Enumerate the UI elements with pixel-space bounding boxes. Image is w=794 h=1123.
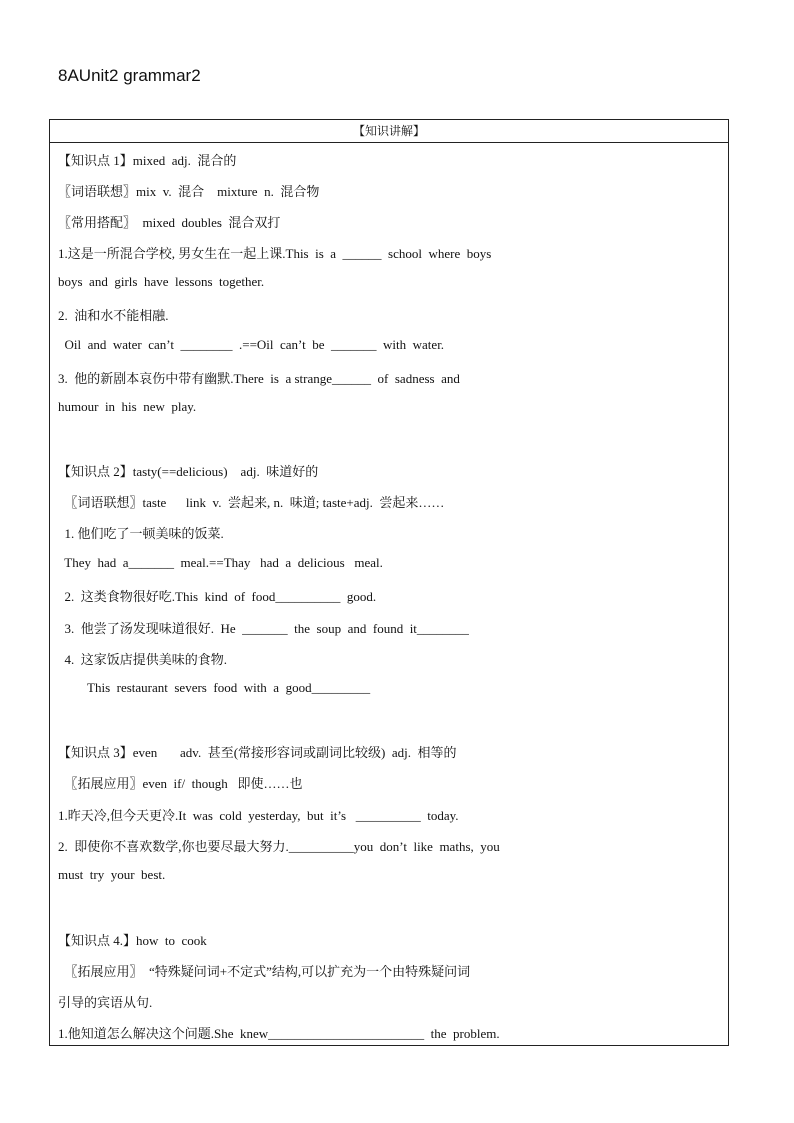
- kp4-heading: 【知识点 4.】how to cook: [58, 933, 207, 948]
- kp3-heading: 【知识点 3】even adv. 甚至(常接形容词或副词比较级) adj. 相等的: [58, 745, 457, 760]
- kp2-exercise-1-cont: They had a_______ meal.==Thay had a delicious meal.: [58, 555, 383, 570]
- kp3-exercise-1: 1.昨天冷,但今天更冷.It was cold yesterday, but it’s __________ today.: [58, 808, 459, 823]
- kp1-exercise-1: 1.这是一所混合学校, 男女生在一起上课.This is a ______ school where boys: [58, 246, 492, 261]
- kp3-exercise-2-cont: must try your best.: [58, 867, 166, 882]
- kp2-word-association: 〖词语联想〗taste link v. 尝起来, n. 味道; taste+adj. 尝起来……: [58, 495, 445, 510]
- kp2-heading: 【知识点 2】tasty(==delicious) adj. 味道好的: [58, 464, 319, 479]
- kp1-exercise-2: 2. 油和水不能相融.: [58, 308, 169, 323]
- kp4-exercise-1: 1.他知道怎么解决这个问题.She knew________________________ the problem.: [58, 1026, 500, 1041]
- kp1-heading: 【知识点 1】mixed adj. 混合的: [58, 153, 237, 168]
- kp4-extension-cont: 引导的宾语从句.: [58, 995, 153, 1010]
- kp4-extension: 〖拓展应用〗 “特殊疑问词+不定式”结构,可以扩充为一个由特殊疑问词: [58, 964, 471, 979]
- kp1-exercise-1-cont: boys and girls have lessons together.: [58, 274, 265, 289]
- kp1-exercise-3-cont: humour in his new play.: [58, 399, 197, 414]
- document-title: 8AUnit2 grammar2: [58, 66, 201, 85]
- kp1-exercise-3: 3. 他的新剧本哀伤中带有幽默.There is a strange______ of sadness and: [58, 371, 460, 386]
- kp2-exercise-3: 3. 他尝了汤发现味道很好. He _______ the soup and found it________: [58, 621, 469, 636]
- kp3-exercise-2: 2. 即使你不喜欢数学,你也要尽最大努力.__________you don’t like maths, you: [58, 839, 500, 854]
- kp2-exercise-2: 2. 这类食物很好吃.This kind of food__________ good.: [58, 589, 377, 604]
- kp1-word-association: 〖词语联想〗mix v. 混合 mixture n. 混合物: [58, 184, 320, 199]
- kp3-extension: 〖拓展应用〗even if/ though 即使……也: [58, 776, 303, 791]
- box-header: 【知识讲解】: [50, 120, 728, 143]
- kp1-exercise-2-cont: Oil and water can’t ________ .==Oil can’t be _______ with water.: [58, 337, 445, 352]
- kp2-exercise-4-cont: This restaurant severs food with a good_________: [58, 680, 371, 695]
- kp2-exercise-1: 1. 他们吃了一顿美味的饭菜.: [58, 526, 224, 541]
- kp2-exercise-4: 4. 这家饭店提供美味的食物.: [58, 652, 228, 667]
- kp1-collocation: 〖常用搭配〗 mixed doubles 混合双打: [58, 215, 281, 230]
